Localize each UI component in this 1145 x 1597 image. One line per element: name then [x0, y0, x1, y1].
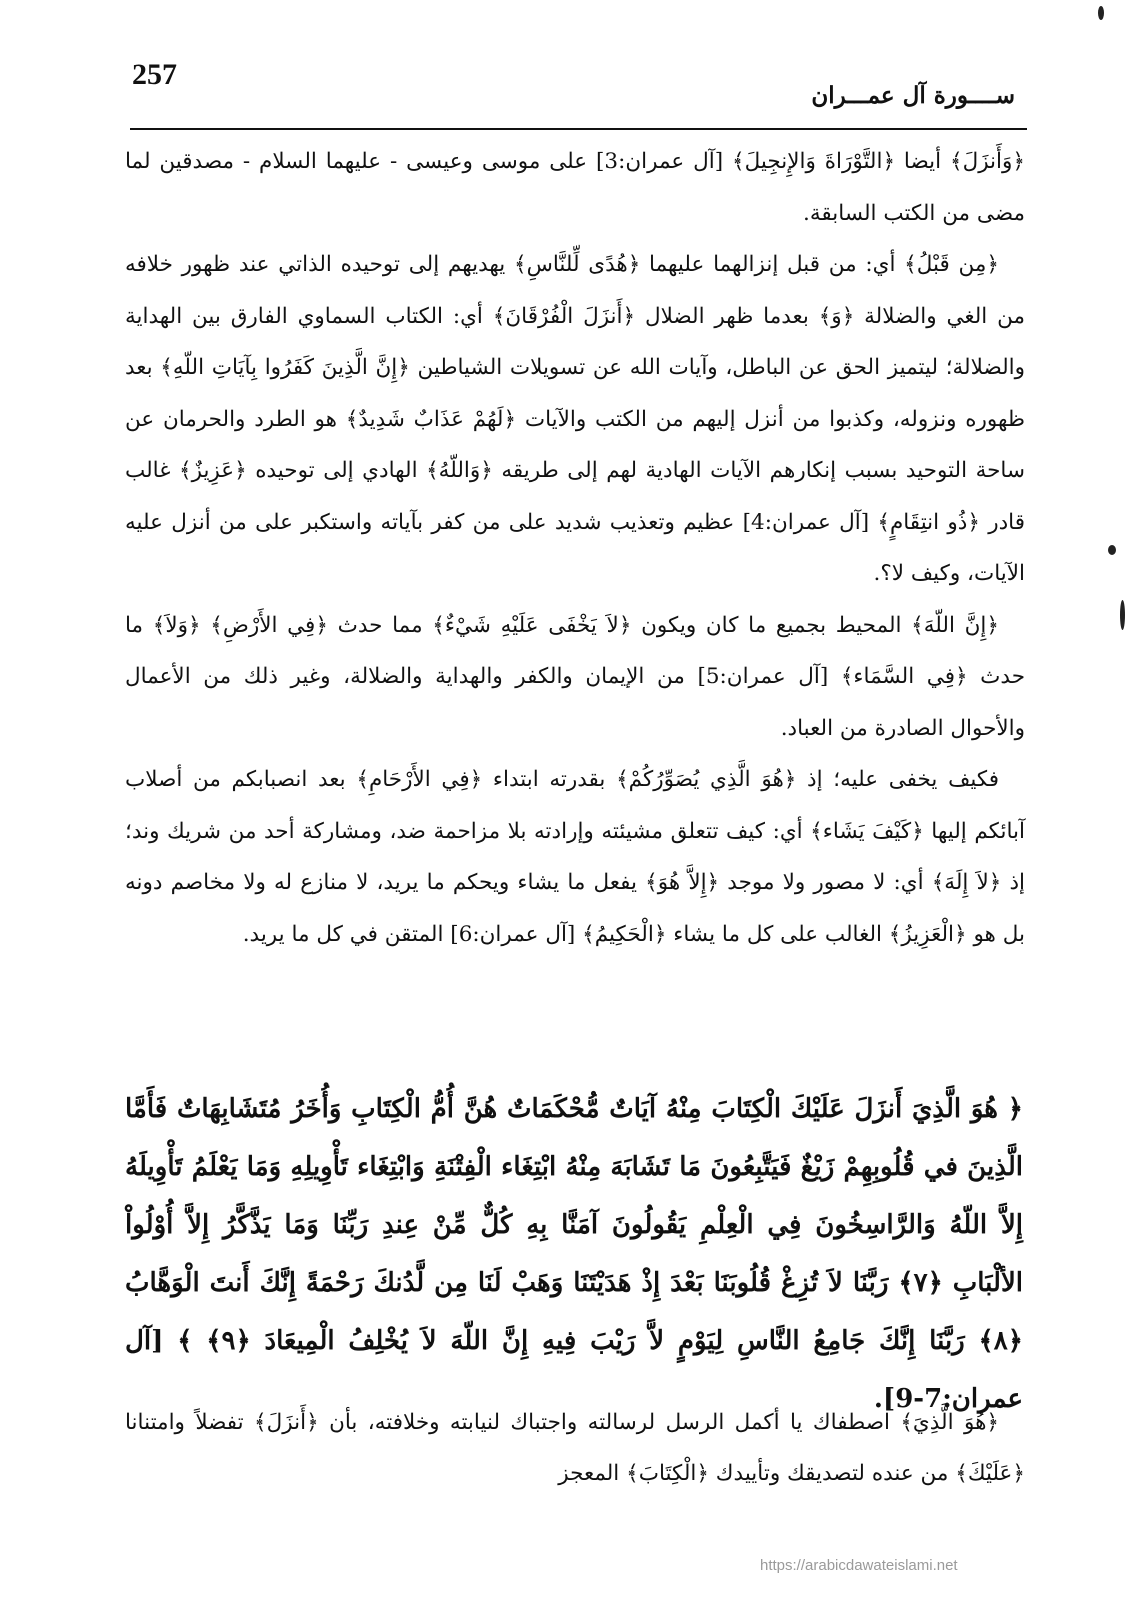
- continuation-text: [125, 1397, 1025, 1499]
- header-rule: [130, 128, 1027, 130]
- quran-verse-block: ﴿ هُوَ الَّذِيَ أَنزَلَ عَلَيْكَ الْكِتَابَ مِنْهُ آيَاتٌ مُّحْكَمَاتٌ هُنَّ أُمُّ الْكِتَابِ وَأُخَرُ مُتَشَابِهَاتٌ فَأَمَّا الَّذِينَ في قُلُوبِهِمْ زَيْغٌ فَيَتَّبِعُونَ مَا تَشَابَهَ مِنْهُ ابْتِغَاء الْفِتْنَةِ وَابْتِغَاء تَأْوِيلِهِ وَمَا يَعْلَمُ تَأْوِيلَهُ إِلاَّ اللّهُ وَالرَّاسِخُونَ فِي الْعِلْمِ يَقُولُونَ آمَنَّا بِهِ كُلٌّ مِّنْ عِندِ رَبِّنَا وَمَا يَذَّكَّرُ إِلاَّ أُوْلُواْ الألْبَابِ ﴿٧﴾ رَبَّنَا لاَ تُزِغْ قُلُوبَنَا بَعْدَ إِذْ هَدَيْتَنَا وَهَبْ لَنَا مِن لَّدُنكَ رَحْمَةً إِنَّكَ أَنتَ الْوَهَّابُ ﴿٨﴾ رَبَّنَا إِنَّكَ جَامِعُ النَّاسِ لِيَوْمٍ لاَّ رَيْبَ فِيهِ إِنَّ اللّهَ لاَ يُخْلِفُ الْمِيعَادَ ﴿٩﴾ ﴾ [آل عمران:7-9].: [125, 1094, 1023, 1414]
- paragraph: ﴿هُوَ الَّذِيَ﴾ اصطفاك يا أكمل الرسل لرسالته واجتباك لنيابته وخلافته، بأن ﴿أَنزَلَ﴾ تفضلاً وامتنانا ﴿عَلَيْكَ﴾ من عنده لتصديقك وتأييدك ﴿الْكِتَابَ﴾ المعجز: [125, 1410, 1025, 1486]
- watermark: https://arabicdawateislami.net: [760, 1557, 958, 1574]
- scan-speck: [1098, 6, 1104, 20]
- paragraph: ﴿إِنَّ اللّهَ﴾ المحيط بجميع ما كان ويكون ﴿لاَ يَخْفَى عَلَيْهِ شَيْءٌ﴾ مما حدث ﴿فِي الأَرْضِ﴾ ﴿وَلاَ﴾ ما حدث ﴿فِي السَّمَاء﴾ [آل عمران:5] من الإيمان والكفر والهداية والضلالة، وغير ذلك من الأعمال والأحوال الصادرة من العباد.: [125, 612, 1026, 741]
- body-text: [125, 136, 1025, 960]
- surah-title: ســــورة آل عمـــران: [811, 82, 1015, 109]
- scan-speck: [1120, 600, 1125, 630]
- paragraph: فكيف يخفى عليه؛ إذ ﴿هُوَ الَّذِي يُصَوِّرُكُمْ﴾ بقدرته ابتداء ﴿فِي الأَرْحَامِ﴾ بعد انصبابكم من أصلاب آبائكم إليها ﴿كَيْفَ يَشَاء﴾ أي: كيف تتعلق مشيئته وإرادته بلا مزاحمة ضد، ومشاركة أحد من شريك وند؛ إذ ﴿لاَ إِلَهَ﴾ أي: لا مصور ولا موجد ﴿إِلاَّ هُوَ﴾ يفعل ما يشاء ويحكم ما يريد، لا منازع له ولا مخاصم دونه بل هو ﴿الْعَزِيزُ﴾ الغالب على كل ما يشاء ﴿الْحَكِيمُ﴾ [آل عمران:6] المتقن في كل ما يريد.: [125, 767, 1025, 947]
- paragraph: ﴿مِن قَبْلُ﴾ أي: من قبل إنزالهما عليهما ﴿هُدًى لِّلنَّاسِ﴾ يهديهم إلى توحيده الذاتي عند ظهور خلافه من الغي والضلالة ﴿وَ﴾ بعدما ظهر الضلال ﴿أَنزَلَ الْفُرْقَانَ﴾ أي: الكتاب السماوي الفارق بين الهداية والضلالة؛ ليتميز الحق عن الباطل، وآيات الله عن تسويلات الشياطين ﴿إِنَّ الَّذِينَ كَفَرُوا بِآيَاتِ اللّهِ﴾ بعد ظهوره ونزوله، وكذبوا من أنزل إليهم من الكتب والآيات ﴿لَهُمْ عَذَابٌ شَدِيدٌ﴾ هو الطرد والحرمان عن ساحة التوحيد بسبب إنكارهم الآيات الهادية لهم إلى طريقه ﴿وَاللّهُ﴾ الهادي إلى توحيده ﴿عَزِيزٌ﴾ غالب قادر ﴿ذُو انتِقَامٍ﴾ [آل عمران:4] عظيم وتعذيب شديد على من كفر بآياته واستكبر على من أنزل عليه الآيات، وكيف لا؟.: [125, 252, 1025, 586]
- scan-speck: [1108, 545, 1116, 555]
- page-number: 257: [132, 58, 177, 91]
- paragraph: ﴿وَأَنزَلَ﴾ أيضا ﴿التَّوْرَاةَ وَالإِنجِيلَ﴾ [آل عمران:3] على موسى وعيسى - عليهما السلام - مصدقين لما مضى من الكتب السابقة.: [125, 149, 1025, 226]
